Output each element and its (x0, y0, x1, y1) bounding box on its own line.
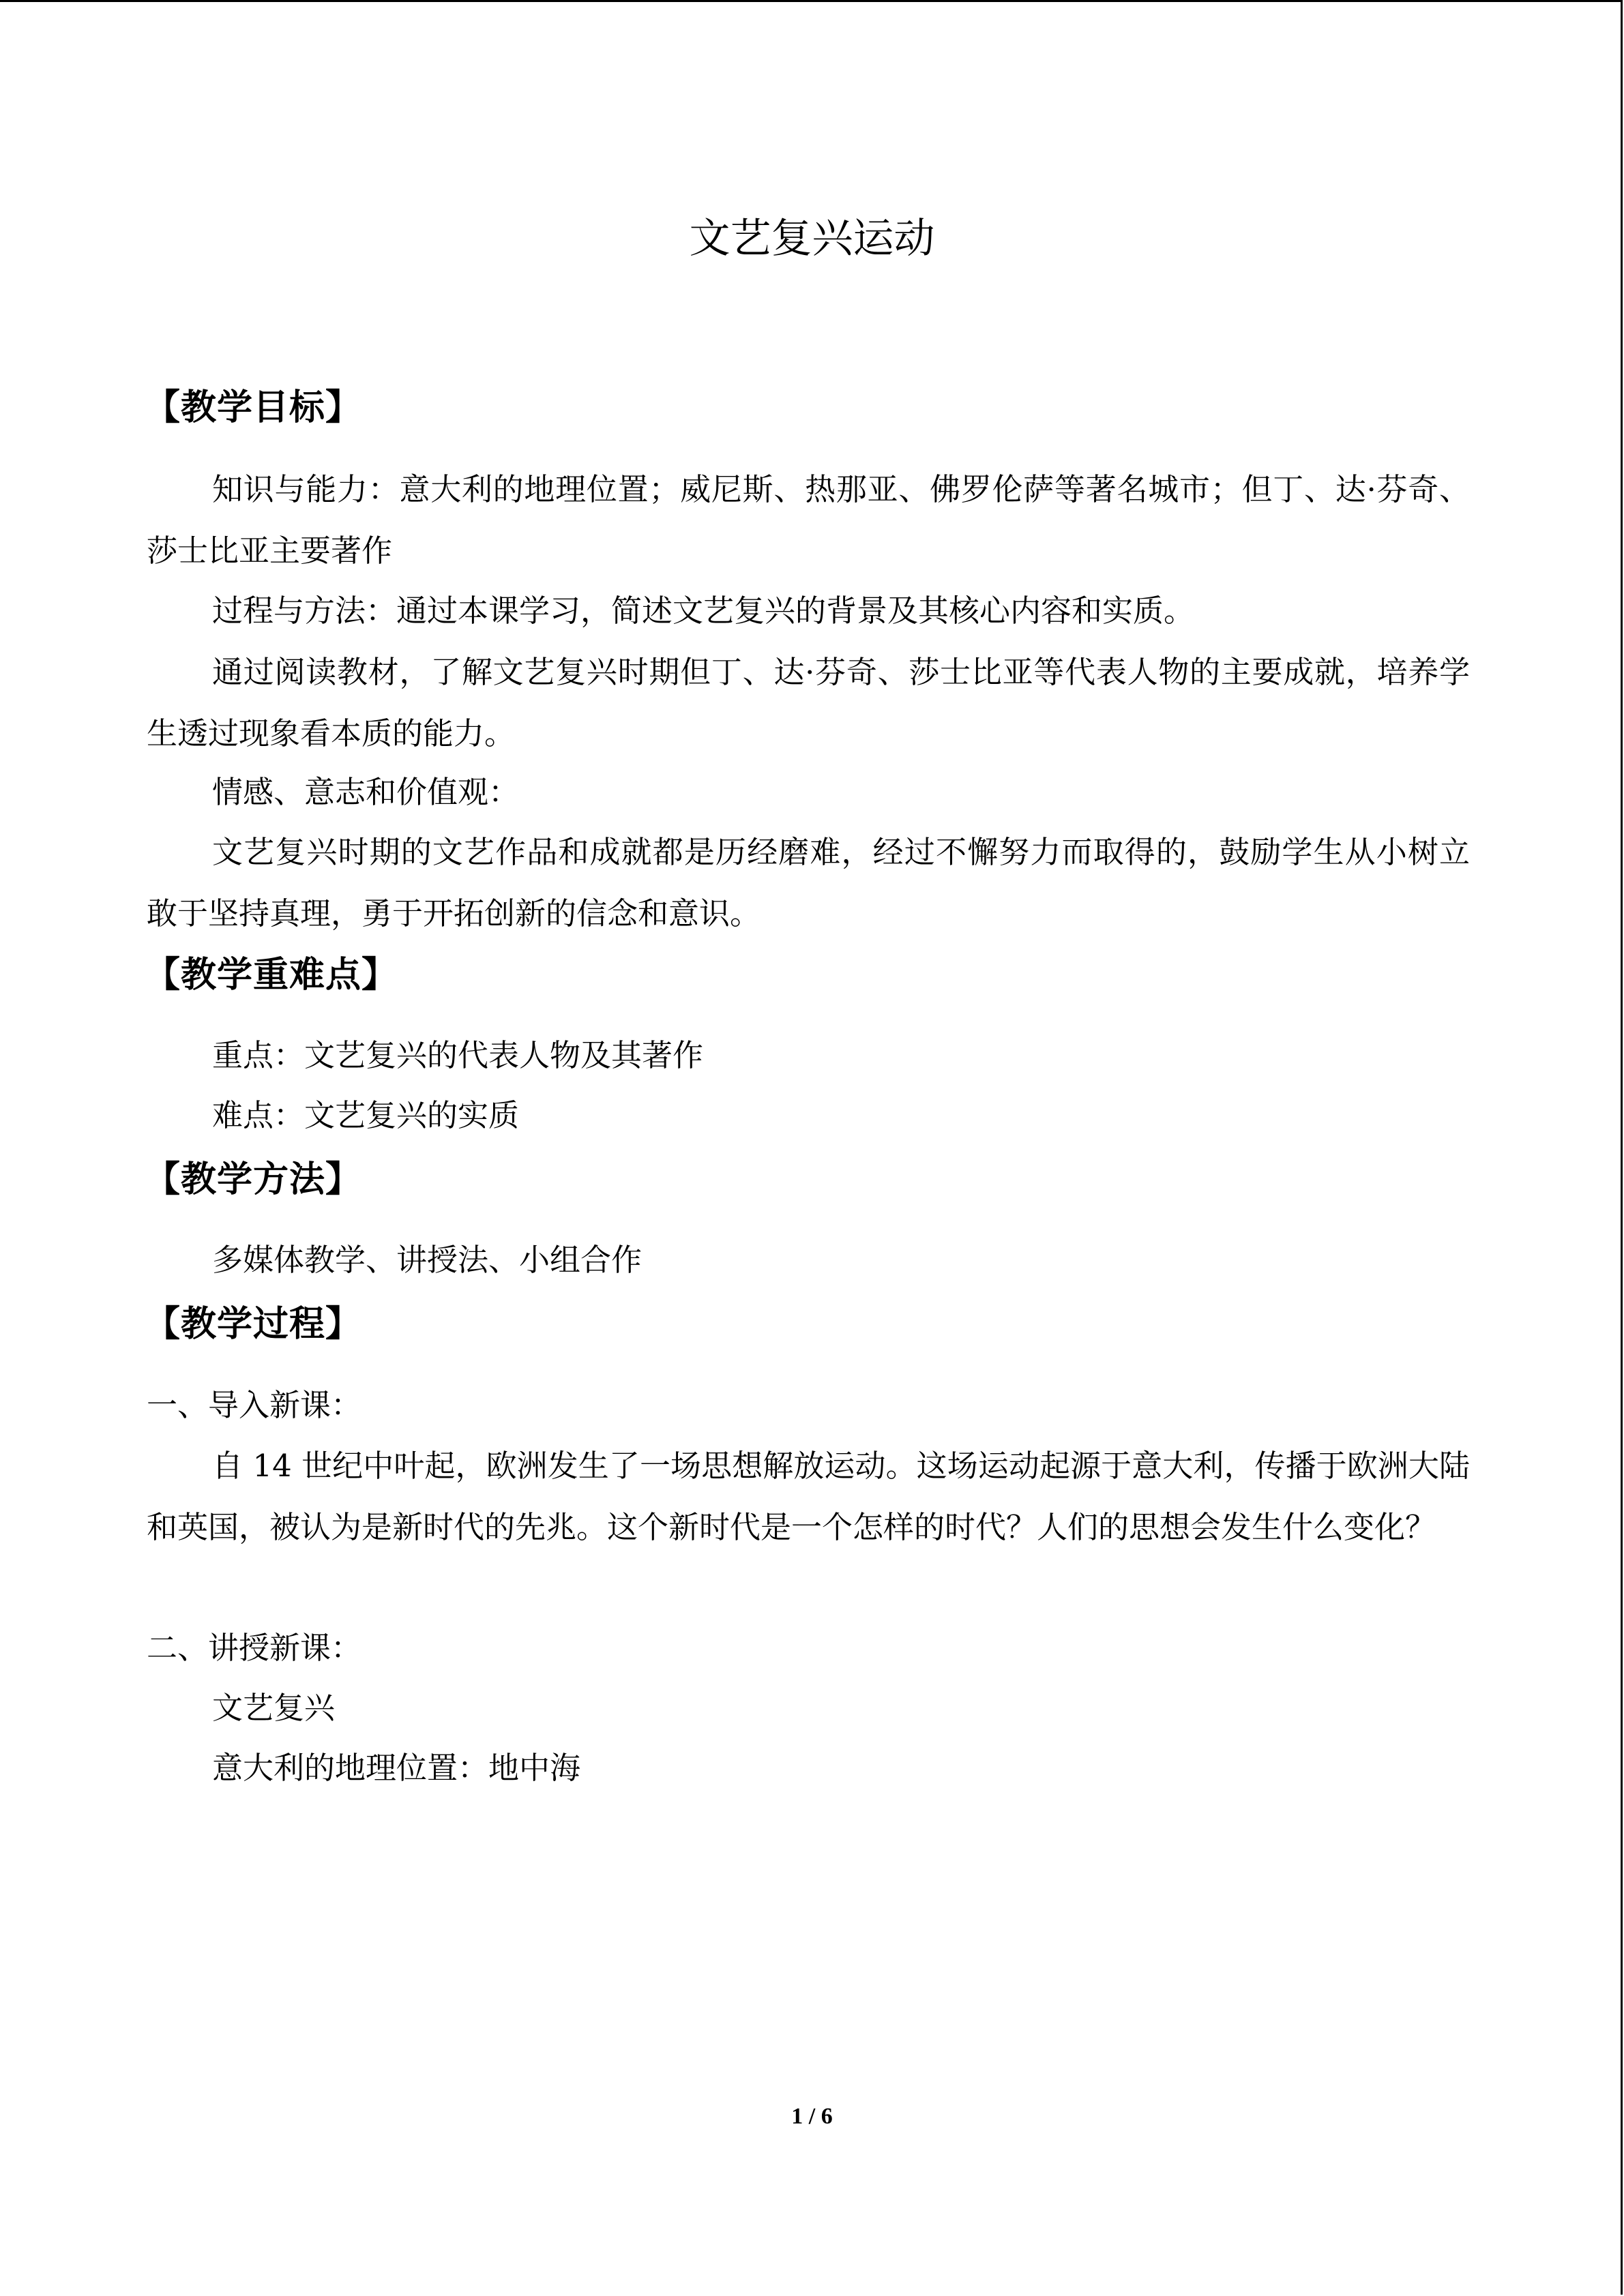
heading-teaching-objectives: 【教学目标】 (145, 387, 362, 428)
process-lecture-geography: 意大利的地理位置：地中海 (212, 1750, 581, 1786)
page-number: 1 / 6 (791, 2104, 833, 2129)
objectives-paragraph-1: 知识与能力：意大利的地理位置；威尼斯、热那亚、佛罗伦萨等著名城市；但丁、达·芬奇、莎士比亚主要著作 (147, 471, 1470, 569)
process-lecture-topic: 文艺复兴 (212, 1690, 336, 1726)
heading-teaching-methods: 【教学方法】 (145, 1159, 362, 1200)
heading-teaching-process: 【教学过程】 (145, 1304, 362, 1345)
objectives-paragraph-2: 过程与方法：通过本课学习，简述文艺复兴的背景及其核心内容和实质。 (212, 593, 1195, 629)
process-step-intro-heading: 一、导入新课： (147, 1387, 362, 1423)
process-step-lecture-heading: 二、讲授新课： (147, 1630, 362, 1666)
objectives-paragraph-5: 文艺复兴时期的文艺作品和成就都是历经磨难，经过不懈努力而取得的，鼓励学生从小树立敢于坚持真理，勇于开拓创新的信念和意识。 (147, 834, 1470, 931)
heading-key-points: 【教学重难点】 (145, 955, 398, 996)
process-intro-paragraph: 自 14 世纪中叶起，欧洲发生了一场思想解放运动。这场运动起源于意大利，传播于欧洲大陆和英国，被认为是新时代的先兆。这个新时代是一个怎样的时代？人们的思想会发生什么变化？ (147, 1448, 1470, 1545)
key-point-paragraph: 重点：文艺复兴的代表人物及其著作 (212, 1037, 704, 1073)
difficulty-paragraph: 难点：文艺复兴的实质 (212, 1097, 520, 1133)
objectives-paragraph-4: 情感、意志和价值观： (212, 774, 520, 810)
objectives-paragraph-3: 通过阅读教材，了解文艺复兴时期但丁、达·芬奇、莎士比亚等代表人物的主要成就，培养学生透过现象看本质的能力。 (147, 654, 1470, 751)
document-title: 文艺复兴运动 (689, 215, 935, 263)
methods-paragraph: 多媒体教学、讲授法、小组合作 (212, 1242, 643, 1278)
